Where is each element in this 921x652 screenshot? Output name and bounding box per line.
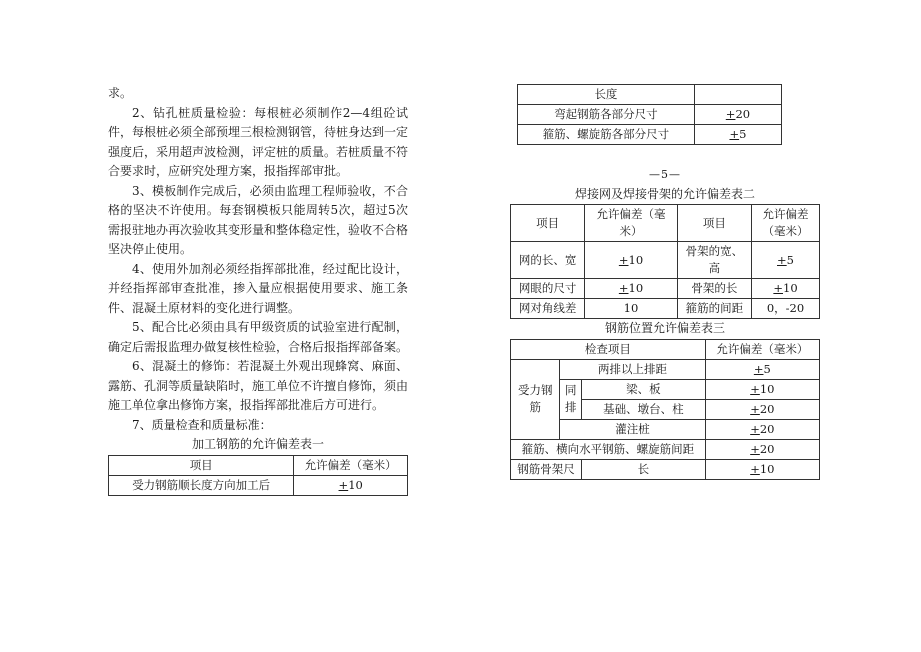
paragraph-admixture: 4、使用外加剂必须经指挥部批准，经过配比设计，并经指挥部审查批准，掺入量应根据使用要求、施工条件、混凝土原材料的变化进行调整。 xyxy=(108,261,408,315)
table-cell: +10 xyxy=(705,379,819,399)
table-cell: +20 xyxy=(705,419,819,439)
page-number: —5— xyxy=(649,168,681,181)
table-value: 10 xyxy=(759,461,775,476)
row-group-label: 受力钢筋 xyxy=(511,359,560,439)
table-header-cell: 项目 xyxy=(677,205,751,242)
table-cell: +10 xyxy=(585,279,678,299)
table-cell: 骨架的宽、高 xyxy=(677,242,751,279)
table-row xyxy=(518,105,782,125)
paragraph-quality-standard: 7、质量检查和质量标准： xyxy=(132,417,272,432)
table-header-cell: 允许偏差（毫米） xyxy=(705,339,819,359)
table-value: 20 xyxy=(759,421,775,436)
table-cell: 长 xyxy=(582,459,706,479)
table-cell: +10 xyxy=(705,459,819,479)
table-cell: +20 xyxy=(705,439,819,459)
table-cell: 受力钢筋顺长度方向加工后 xyxy=(109,475,294,495)
table-value: 20 xyxy=(759,401,775,416)
table-cell: 长度 xyxy=(518,85,695,105)
table-value: 10 xyxy=(628,281,644,295)
table-cell: 弯起钢筋各部分尺寸 xyxy=(518,105,695,125)
table-cell: 梁、板 xyxy=(582,379,706,399)
table-cell: 钢筋骨架尺 xyxy=(511,459,582,479)
table-value: 20 xyxy=(759,441,775,456)
table3 xyxy=(510,339,820,480)
table-row xyxy=(511,359,820,379)
table-header-cell: 检查项目 xyxy=(511,339,706,359)
table1-continued xyxy=(517,84,782,145)
table-cell: 箍筋、螺旋筋各部分尺寸 xyxy=(518,125,695,145)
table-value: 10 xyxy=(759,381,775,396)
table3-caption: 钢筋位置允许偏差表三 xyxy=(604,321,725,335)
table-value: 10 xyxy=(628,252,644,267)
table-cell: +20 xyxy=(705,399,819,419)
table-row xyxy=(511,299,820,319)
table-row xyxy=(511,279,820,299)
table-value: 5 xyxy=(763,361,771,376)
table-value: 5 xyxy=(786,252,794,267)
table-row xyxy=(511,242,820,279)
table-cell: 网的长、宽 xyxy=(511,242,585,279)
table2 xyxy=(510,204,820,319)
table-cell: 灌注桩 xyxy=(560,419,705,439)
table-value: 20 xyxy=(735,107,751,121)
paragraph-fragment: 求。 xyxy=(108,86,133,100)
table-header-cell: 项目 xyxy=(511,205,585,242)
table-cell: +10 xyxy=(585,242,678,279)
table-cell: 骨架的长 xyxy=(677,279,751,299)
table-header-cell: 允许偏差（毫米） xyxy=(585,205,678,242)
table-cell: +5 xyxy=(705,359,819,379)
table-header-row xyxy=(109,455,408,475)
table-cell: 10 xyxy=(585,299,678,319)
table-cell: +5 xyxy=(694,125,781,145)
table-cell: 0，-20 xyxy=(752,299,820,319)
table-row xyxy=(511,459,820,479)
table2-caption: 焊接网及焊接骨架的允许偏差表二 xyxy=(574,186,755,201)
paragraph-pile-inspection: 2、钻孔桩质量检验：每根桩必须制作2—4组砼试件，每根桩必须全部预埋三根检测钢管，待桩身达到一定强度后，采用超声波检测，评定桩的质量。若桩质量不符合要求时，应研究处理方案，报指挥部审批。 xyxy=(108,105,409,178)
table-cell: +5 xyxy=(752,242,820,279)
table-value: 10 xyxy=(783,281,798,295)
table-cell: 网眼的尺寸 xyxy=(511,279,585,299)
left-column xyxy=(108,84,408,496)
table1-caption: 加工钢筋的允许偏差表一 xyxy=(191,437,324,451)
table-value: 5 xyxy=(739,127,747,141)
table-row xyxy=(109,475,408,495)
table-header-row xyxy=(511,205,820,242)
table-cell: 箍筋的间距 xyxy=(677,299,751,319)
table-cell: 箍筋、横向水平钢筋、螺旋筋间距 xyxy=(511,439,706,459)
right-column xyxy=(510,84,820,480)
table-cell: +20 xyxy=(694,105,781,125)
table-cell: 基础、墩台、柱 xyxy=(582,399,706,419)
table-header-cell: 允许偏差（毫米） xyxy=(752,205,820,242)
table-cell xyxy=(694,85,781,105)
table-header-cell: 允许偏差（毫米） xyxy=(294,455,408,475)
table-cell: 网对角线差 xyxy=(511,299,585,319)
table-value: 10 xyxy=(348,477,363,492)
paragraph-mix-ratio: 5、配合比必须由具有甲级资质的试验室进行配制，确定后需报监理办做复核性检验，合格后报指挥部备案。 xyxy=(108,320,409,354)
table-header-row xyxy=(511,339,820,359)
table1 xyxy=(108,455,408,496)
paragraph-formwork: 3、模板制作完成后，必须由监理工程师验收，不合格的坚决不许使用。每套钢模板只能周转5次，超过5次需报驻地办再次验收其变形量和整体稳定性，验收不合格坚决停止使用。 xyxy=(108,183,409,256)
table-row xyxy=(511,439,820,459)
table-row xyxy=(518,125,782,145)
paragraph-concrete-finish: 6、混凝土的修饰：若混凝土外观出现蜂窝、麻面、露筋、孔洞等质量缺陷时，施工单位不许擅自修饰，须由施工单位拿出修饰方案，报指挥部批准后方可进行。 xyxy=(108,359,409,412)
table-cell: 两排以上排距 xyxy=(560,359,705,379)
table-cell: +10 xyxy=(752,279,820,299)
table-header-cell: 项目 xyxy=(109,455,294,475)
row-subgroup-label: 同排 xyxy=(560,379,582,419)
table-cell: +10 xyxy=(294,475,408,495)
table-row xyxy=(518,85,782,105)
